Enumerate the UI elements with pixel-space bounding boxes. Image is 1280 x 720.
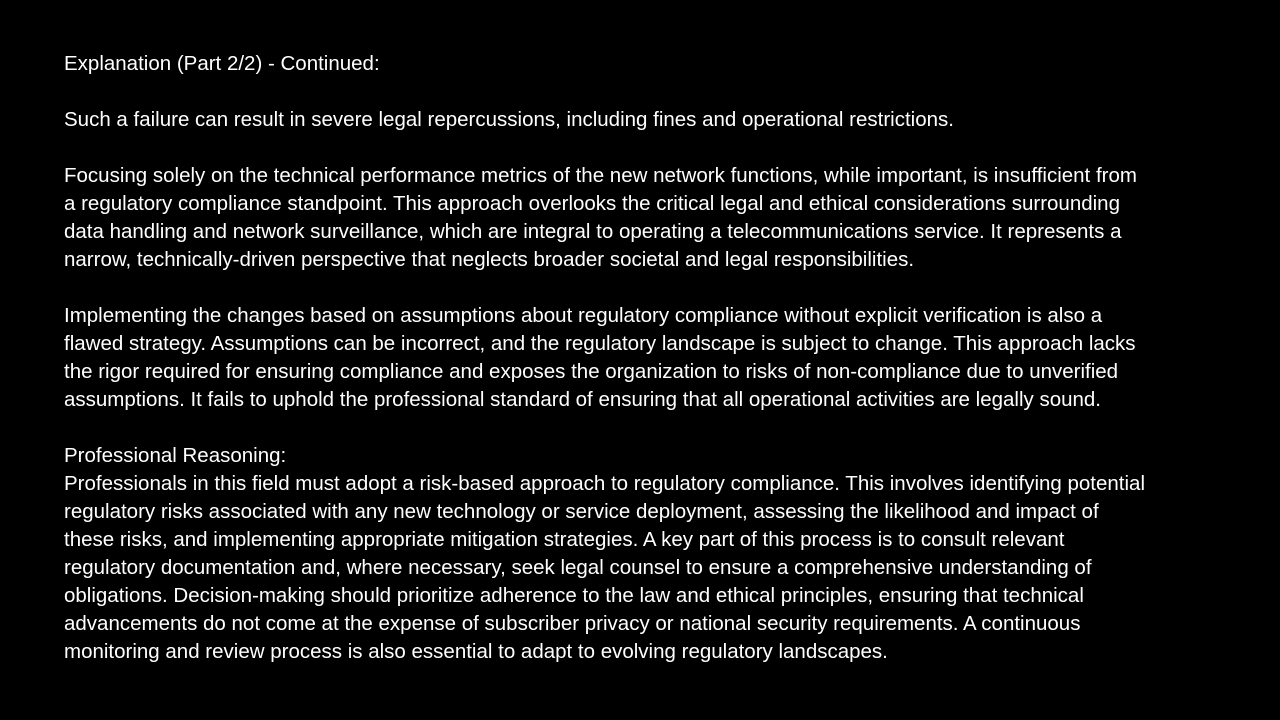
text-line: Professionals in this field must adopt a risk-based approach to regulatory compliance. This involves identifying potential — [64, 472, 1146, 495]
paragraph-technical-focus — [64, 162, 1220, 274]
reasoning-heading: Professional Reasoning: — [64, 444, 287, 467]
text-line: advancements do not come at the expense of subscriber privacy or national security requirements. A continuous — [64, 612, 1081, 635]
text-line: Implementing the changes based on assumptions about regulatory compliance without explicit verification is also a — [64, 304, 1103, 327]
paragraph-spacer — [64, 274, 1220, 302]
paragraph-assumptions — [64, 302, 1220, 414]
text-line: assumptions. It fails to uphold the professional standard of ensuring that all operational activities are legally sound. — [64, 388, 1102, 411]
text-line: regulatory risks associated with any new technology or service deployment, assessing the likelihood and impact of — [64, 500, 1099, 523]
text-line: monitoring and review process is also essential to adapt to evolving regulatory landscapes. — [64, 640, 888, 663]
text-line: flawed strategy. Assumptions can be incorrect, and the regulatory landscape is subject to change. This approach lacks — [64, 332, 1136, 355]
text-line: data handling and network surveillance, which are integral to operating a telecommunications service. It represents a — [64, 220, 1122, 243]
text-line: a regulatory compliance standpoint. This approach overlooks the critical legal and ethical considerations surrounding — [64, 192, 1120, 215]
text-line: these risks, and implementing appropriate mitigation strategies. A key part of this process is to consult relevant — [64, 528, 1065, 551]
text-line: Such a failure can result in severe legal repercussions, including fines and operational restrictions. — [64, 108, 954, 131]
paragraph-spacer — [64, 414, 1220, 442]
paragraph-spacer — [64, 78, 1220, 106]
section-heading: Explanation (Part 2/2) - Continued: — [64, 52, 380, 75]
text-line: obligations. Decision-making should prioritize adherence to the law and ethical principles, ensuring that technical — [64, 584, 1084, 607]
document-body — [64, 50, 1220, 666]
text-line: narrow, technically-driven perspective that neglects broader societal and legal responsibilities. — [64, 248, 915, 271]
text-line: the rigor required for ensuring compliance and exposes the organization to risks of non-compliance due to unverified — [64, 360, 1119, 383]
paragraph-professional-reasoning — [64, 470, 1220, 666]
paragraph-consequences — [64, 106, 1220, 134]
paragraph-spacer — [64, 134, 1220, 162]
text-line: Focusing solely on the technical performance metrics of the new network functions, while important, is insufficient from — [64, 164, 1137, 187]
text-line: regulatory documentation and, where necessary, seek legal counsel to ensure a comprehensive understanding of — [64, 556, 1092, 579]
